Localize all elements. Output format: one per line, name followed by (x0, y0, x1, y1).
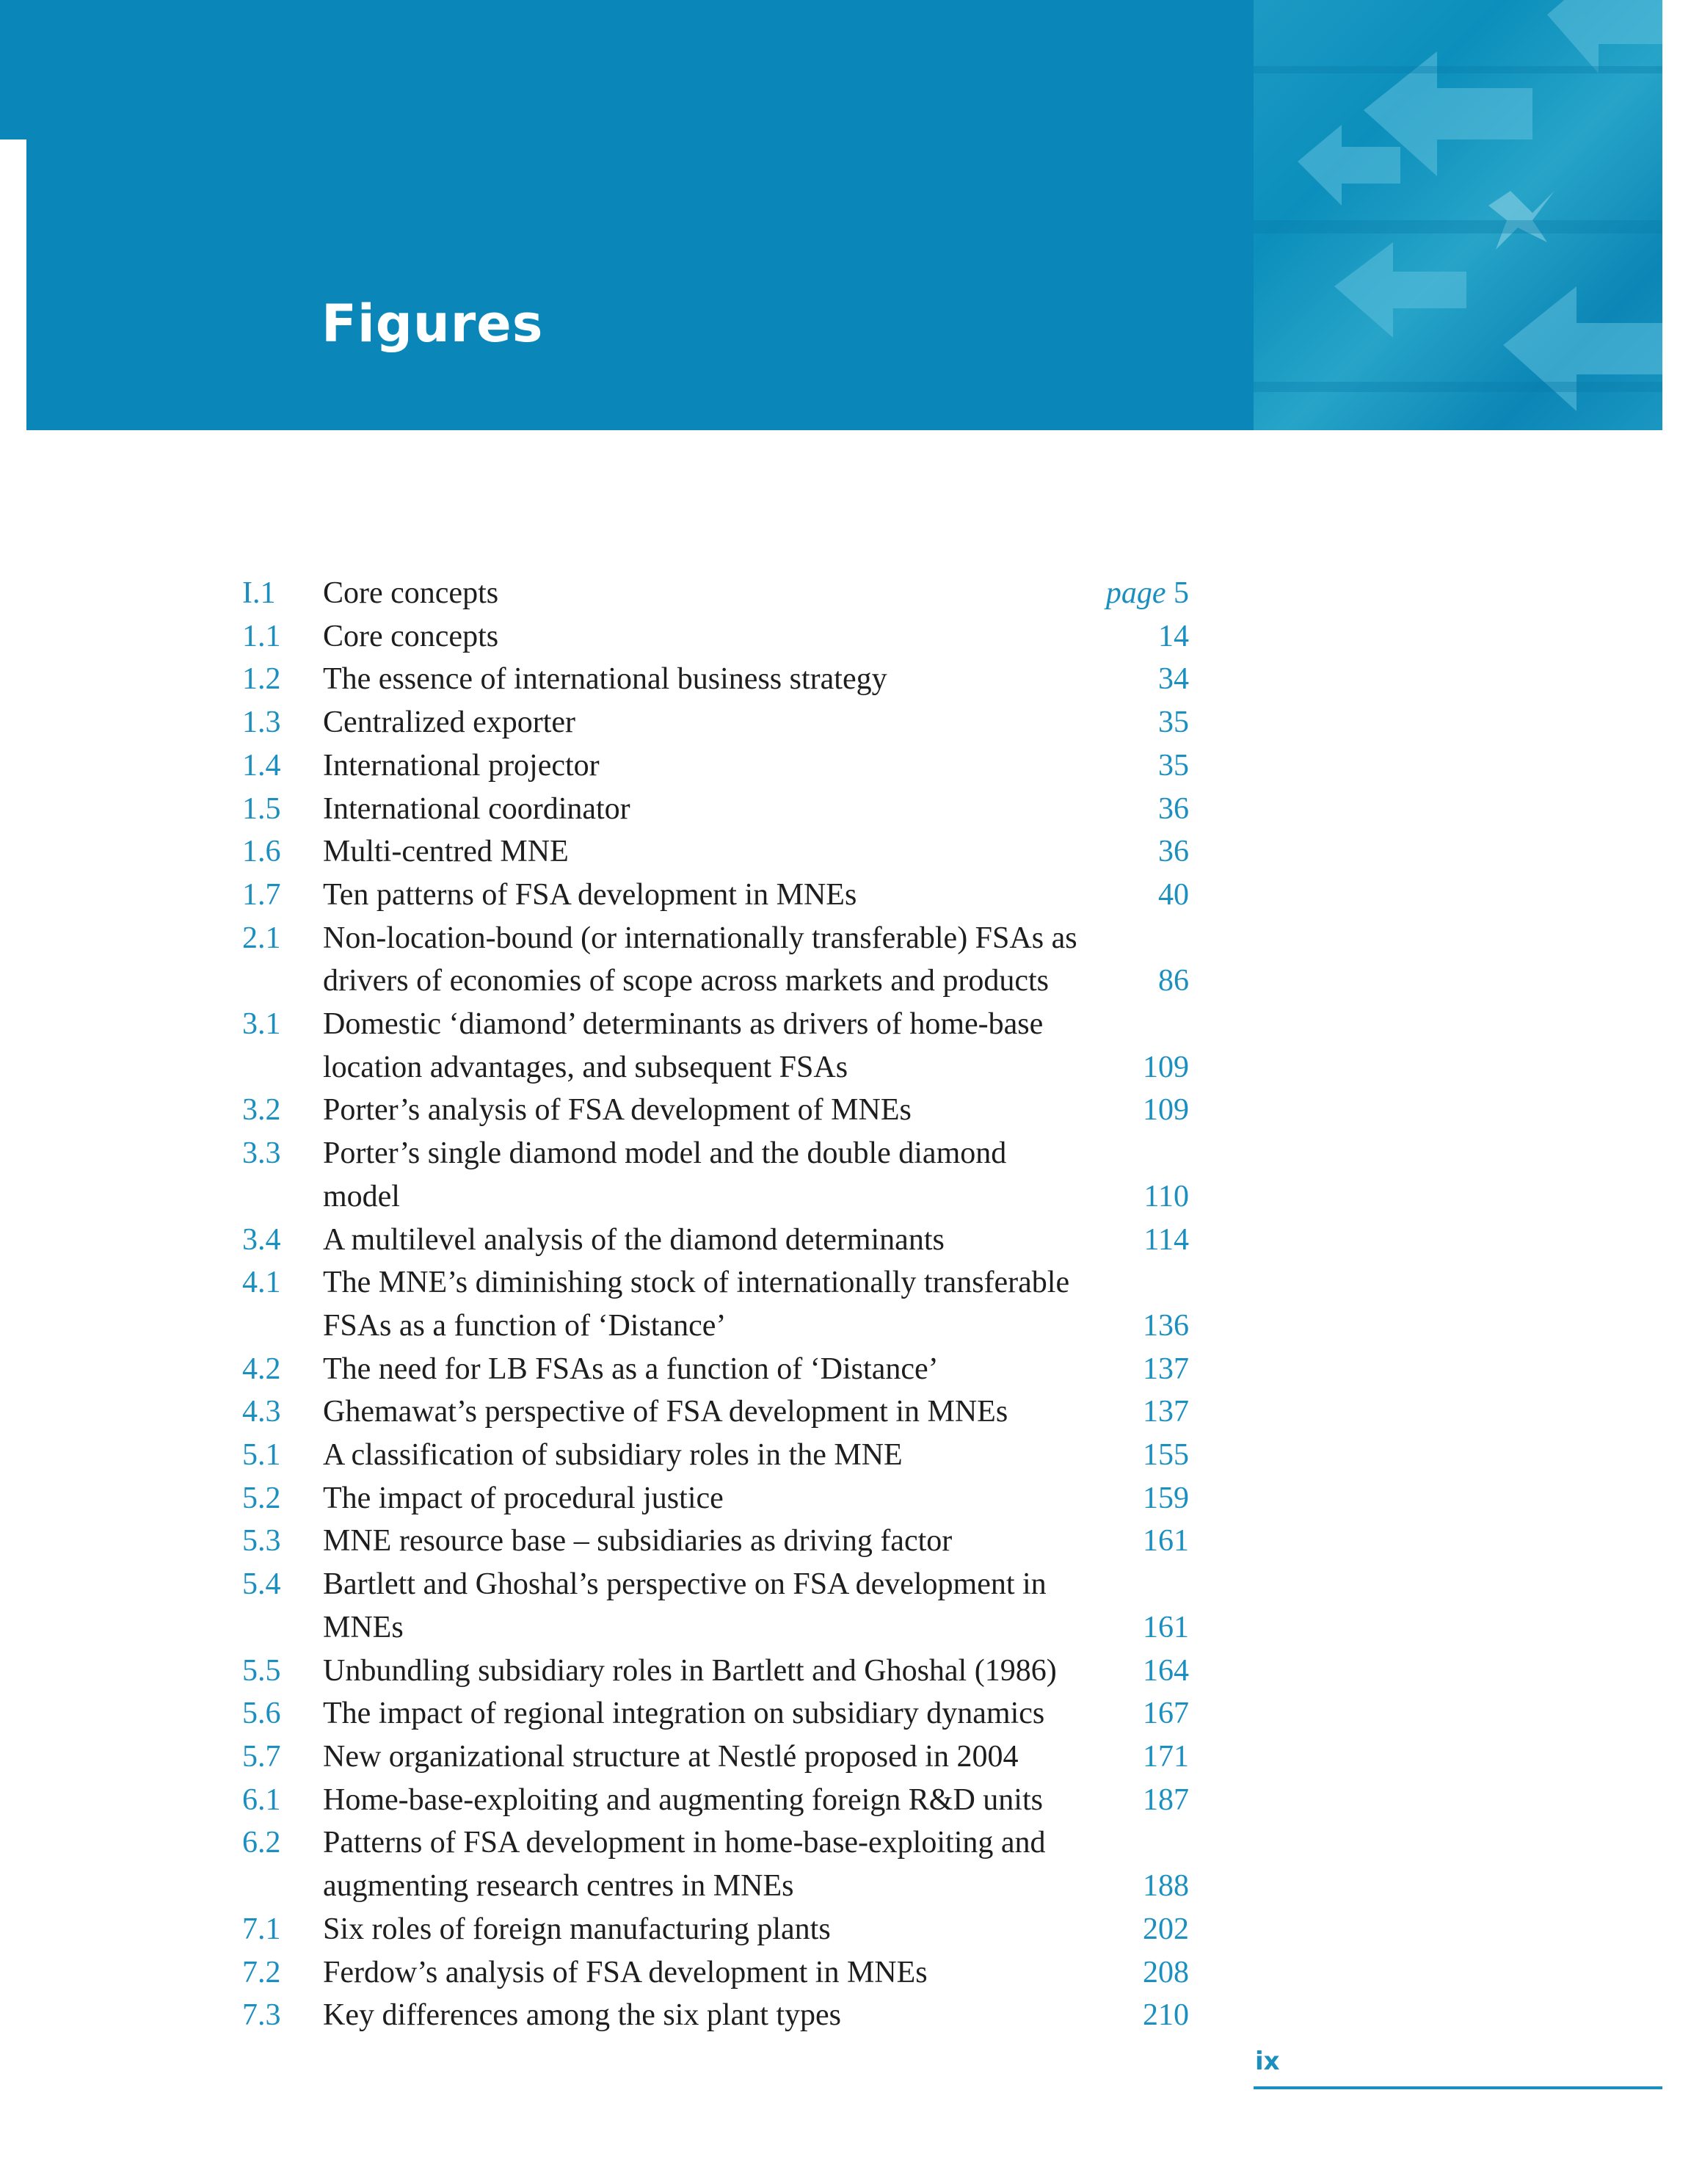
figure-number: 1.2 (242, 662, 281, 697)
figure-entry (242, 1003, 1189, 1089)
page-value: 86 (1158, 964, 1189, 998)
figure-title (323, 1779, 1094, 1822)
figure-title (323, 1520, 1094, 1563)
figure-entry (242, 1563, 1189, 1649)
figure-page (1158, 874, 1189, 917)
figure-title-line: Patterns of FSA development in home-base-exploiting and (323, 1826, 1046, 1860)
figure-page (1143, 1779, 1189, 1822)
figure-page (1143, 1520, 1189, 1563)
figure-title (323, 1821, 1094, 1907)
figure-title-line: MNE resource base – subsidiaries as driving factor (323, 1524, 953, 1559)
figure-number: 3.1 (242, 1007, 281, 1042)
figure-entry (242, 1650, 1189, 1693)
figure-entry (242, 1132, 1189, 1218)
figure-title-line: drivers of economies of scope across markets and products (323, 964, 1050, 998)
figure-title-line: Ghemawat’s perspective of FSA development in MNEs (323, 1395, 1008, 1429)
figure-title (323, 1477, 1094, 1520)
figure-entry (242, 1951, 1189, 1995)
page-number: ix (1255, 2047, 1280, 2076)
figure-number: 2.1 (242, 921, 281, 955)
figure-title-line: augmenting research centres in MNEs (323, 1869, 794, 1904)
figure-entry (242, 874, 1189, 917)
figure-page (1144, 1219, 1189, 1262)
figure-entry (242, 1390, 1189, 1434)
page-value: 35 (1158, 748, 1189, 783)
arrow-pattern-icon (1254, 0, 1662, 430)
figure-number: 1.6 (242, 835, 281, 869)
figure-page (1143, 1951, 1189, 1995)
figure-page (1158, 615, 1189, 659)
figure-page (1143, 1865, 1189, 1908)
figure-title-line: model (323, 1179, 400, 1213)
figure-page (1158, 744, 1189, 788)
figure-number: 5.2 (242, 1481, 281, 1515)
figure-title (323, 1692, 1094, 1735)
figure-page (1143, 1692, 1189, 1735)
figure-page (1143, 1735, 1189, 1779)
header-notch (0, 0, 26, 139)
figure-entry (242, 1779, 1189, 1822)
figure-entry (242, 917, 1189, 1003)
figure-number: 7.3 (242, 1998, 281, 2033)
page-value: 159 (1143, 1481, 1189, 1515)
figure-title-line: International projector (323, 748, 600, 783)
page-value: 109 (1143, 1093, 1189, 1128)
figure-entry (242, 1908, 1189, 1951)
figure-number: 6.2 (242, 1826, 281, 1860)
figure-title (323, 1951, 1094, 1995)
figure-title-line: Home-base-exploiting and augmenting foreign R&D units (323, 1782, 1043, 1817)
figure-title (323, 615, 1094, 659)
figure-title-line: Centralized exporter (323, 705, 575, 740)
page-value: 35 (1158, 705, 1189, 740)
figure-number: 7.1 (242, 1912, 281, 1946)
figure-title (323, 1261, 1094, 1347)
figure-title-line: The MNE’s diminishing stock of internationally transferable (323, 1266, 1070, 1300)
arrow-pattern-art (1254, 0, 1662, 430)
page-value: 137 (1143, 1352, 1189, 1386)
page-title: Figures (321, 294, 544, 354)
figure-title-line: Domestic ‘diamond’ determinants as drivers of home-base (323, 1007, 1044, 1042)
figure-title-line: Porter’s analysis of FSA development of MNEs (323, 1093, 912, 1128)
figure-number: 1.5 (242, 791, 281, 826)
figure-number: 4.3 (242, 1395, 281, 1429)
figure-title-line: The impact of regional integration on subsidiary dynamics (323, 1697, 1045, 1731)
figure-title-line: Ferdow’s analysis of FSA development in MNEs (323, 1955, 928, 1989)
figure-entry (242, 1434, 1189, 1477)
figure-page (1143, 1994, 1189, 2037)
figure-page (1158, 959, 1189, 1003)
page-value: 137 (1143, 1395, 1189, 1429)
figure-page (1143, 1089, 1189, 1132)
figure-number: 3.3 (242, 1136, 281, 1171)
figure-title-line: Bartlett and Ghoshal’s perspective on FSA development in (323, 1567, 1047, 1602)
figure-title-line: Core concepts (323, 619, 499, 653)
figure-title-line: FSAs as a function of ‘Distance’ (323, 1308, 727, 1343)
figure-entry (242, 701, 1189, 744)
figure-number: 5.1 (242, 1438, 281, 1473)
page-value: 36 (1158, 835, 1189, 869)
figure-title (323, 1434, 1094, 1477)
figure-page (1143, 1650, 1189, 1693)
figure-entry (242, 1261, 1189, 1347)
figure-number: 3.2 (242, 1093, 281, 1128)
figure-entry (242, 788, 1189, 831)
page-value: 110 (1143, 1179, 1189, 1213)
figure-title-line: Non-location-bound (or internationally transferable) FSAs as (323, 921, 1077, 955)
figure-page (1143, 1477, 1189, 1520)
figure-title-line: The need for LB FSAs as a function of ‘Distance’ (323, 1352, 939, 1386)
page-value: 5 (1174, 576, 1189, 610)
figure-number: 5.7 (242, 1739, 281, 1774)
figure-title-line: location advantages, and subsequent FSAs (323, 1050, 848, 1084)
figure-entry (242, 744, 1189, 788)
figure-title (323, 1650, 1094, 1693)
figure-title (323, 830, 1094, 874)
figure-title (323, 1089, 1094, 1132)
figure-title-line: A multilevel analysis of the diamond determinants (323, 1222, 945, 1257)
page-value: 164 (1143, 1653, 1189, 1688)
figure-page (1143, 1606, 1189, 1650)
figure-page (1144, 1175, 1189, 1219)
figure-title (323, 744, 1094, 788)
figure-number: I.1 (242, 576, 276, 610)
figure-entry (242, 658, 1189, 701)
figure-page (1106, 572, 1189, 615)
figure-entry (242, 1348, 1189, 1391)
figure-entry (242, 1477, 1189, 1520)
figure-entry (242, 572, 1189, 615)
figure-number: 6.1 (242, 1782, 281, 1817)
figure-page (1143, 1908, 1189, 1951)
page-value: 109 (1143, 1050, 1189, 1084)
page-value: 161 (1143, 1524, 1189, 1559)
figure-title (323, 1994, 1094, 2037)
figure-number: 4.1 (242, 1266, 281, 1300)
page-value: 187 (1143, 1782, 1189, 1817)
page-value: 14 (1158, 619, 1189, 653)
figure-title (323, 1348, 1094, 1391)
figure-number: 5.3 (242, 1524, 281, 1559)
figure-title-line: The impact of procedural justice (323, 1481, 724, 1515)
figure-title (323, 658, 1094, 701)
figure-entry (242, 830, 1189, 874)
figure-number: 5.5 (242, 1653, 281, 1688)
figure-entry (242, 1219, 1189, 1262)
figure-title (323, 1563, 1094, 1649)
figure-page (1158, 701, 1189, 744)
figure-page (1143, 1434, 1189, 1477)
figure-title (323, 1132, 1094, 1218)
figure-title-line: Six roles of foreign manufacturing plants (323, 1912, 831, 1946)
figure-title-line: New organizational structure at Nestlé proposed in 2004 (323, 1739, 1019, 1774)
figure-title-line: Core concepts (323, 576, 499, 610)
figure-title (323, 1908, 1094, 1951)
page-value: 210 (1143, 1998, 1189, 2033)
figure-number: 3.4 (242, 1222, 281, 1257)
figures-list (242, 572, 1189, 2037)
figure-page (1143, 1348, 1189, 1391)
page-value: 171 (1143, 1739, 1189, 1774)
figure-page (1143, 1046, 1189, 1089)
figure-page (1143, 1305, 1189, 1348)
figure-number: 1.7 (242, 877, 281, 912)
figure-title (323, 572, 1094, 615)
page-value: 136 (1143, 1308, 1189, 1343)
page-value: 36 (1158, 791, 1189, 826)
page-value: 114 (1143, 1222, 1189, 1257)
figure-title-line: International coordinator (323, 791, 630, 826)
page-value: 202 (1143, 1912, 1189, 1946)
figure-number: 1.1 (242, 619, 281, 653)
figure-title-line: The essence of international business strategy (323, 662, 887, 697)
figure-title (323, 1219, 1094, 1262)
figure-title-line: A classification of subsidiary roles in the MNE (323, 1438, 903, 1473)
figure-title (323, 788, 1094, 831)
figure-page (1158, 830, 1189, 874)
figure-title-line: MNEs (323, 1610, 404, 1644)
figure-number: 1.4 (242, 748, 281, 783)
page-value: 34 (1158, 662, 1189, 697)
figure-title (323, 1003, 1094, 1089)
figure-number: 7.2 (242, 1955, 281, 1989)
figure-title-line: Key differences among the six plant types (323, 1998, 842, 2033)
figure-title-line: Porter’s single diamond model and the double diamond (323, 1136, 1007, 1171)
figure-title-line: Unbundling subsidiary roles in Bartlett and Ghoshal (1986) (323, 1653, 1057, 1688)
page-value: 188 (1143, 1869, 1189, 1904)
figure-page (1158, 788, 1189, 831)
figure-number: 1.3 (242, 705, 281, 740)
figure-entry (242, 1520, 1189, 1563)
figure-title-line: Multi-centred MNE (323, 835, 569, 869)
figure-page (1158, 658, 1189, 701)
figure-number: 5.6 (242, 1697, 281, 1731)
figure-entry (242, 1735, 1189, 1779)
figure-title (323, 1735, 1094, 1779)
page-value: 161 (1143, 1610, 1189, 1644)
figure-page (1143, 1390, 1189, 1434)
figure-number: 5.4 (242, 1567, 281, 1602)
figure-entry (242, 1692, 1189, 1735)
figure-title (323, 917, 1094, 1003)
figure-number: 4.2 (242, 1352, 281, 1386)
page-prefix: page (1105, 576, 1166, 610)
page-value: 155 (1143, 1438, 1189, 1473)
figure-title-line: Ten patterns of FSA development in MNEs (323, 877, 857, 912)
page-value: 208 (1143, 1955, 1189, 1989)
figure-entry (242, 615, 1189, 659)
folio-rule (1254, 2086, 1662, 2089)
figure-title (323, 701, 1094, 744)
figure-title (323, 874, 1094, 917)
figure-entry (242, 1994, 1189, 2037)
figure-entry (242, 1821, 1189, 1907)
page-value: 167 (1143, 1697, 1189, 1731)
figure-title (323, 1390, 1094, 1434)
page-value: 40 (1158, 877, 1189, 912)
figure-entry (242, 1089, 1189, 1132)
